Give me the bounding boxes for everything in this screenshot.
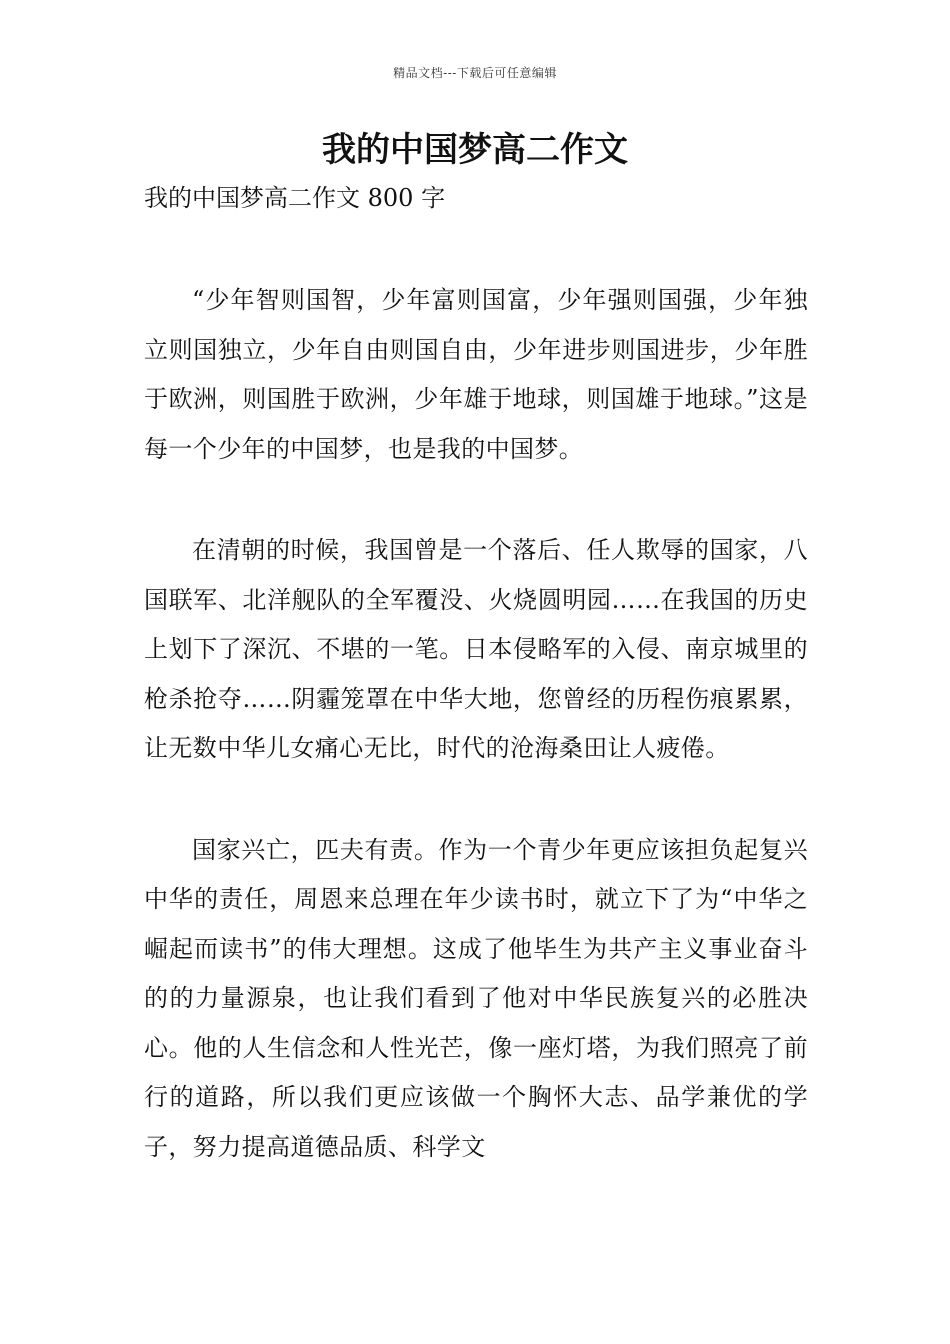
page-title: 我的中国梦高二作文 [322, 130, 628, 170]
paragraph-2: 在清朝的时候，我国曾是一个落后、任人欺辱的国家，八国联军、北洋舰队的全军覆没、火烧圆明园……在我国的历史上划下了深沉、不堪的一笔。日本侵略军的入侵、南京城里的枪杀抢夺……阴霾笼罩在中华大地，您曾经的历程伤痕累累，让无数中华儿女痛心无比，时代的沧海桑田让人疲倦。 [144, 536, 808, 762]
document-subtitle: 我的中国梦高二作文 800 字 [144, 184, 446, 212]
paragraph-3: 国家兴亡，匹夫有责。作为一个青少年更应该担负起复兴中华的责任，周恩来总理在年少读书时，就立下了为“中华之崛起而读书”的伟大理想。这成了他毕生为共产主义事业奋斗的的力量源泉，也让我们看到了他对中华民族复兴的必胜决心。他的人生信念和人性光芒，像一座灯塔，为我们照亮了前行的道路，所以我们更应该做一个胸怀大志、品学兼优的学子，努力提高道德品质、科学文 [144, 835, 808, 1161]
document-body [144, 276, 808, 1224]
header-note: 精品文档---下载后可任意编辑 [393, 66, 557, 80]
paragraph-1: “少年智则国智，少年富则国富，少年强则国强，少年独立则国独立，少年自由则国自由，少年进步则国进步，少年胜于欧洲，则国胜于欧洲，少年雄于地球，则国雄于地球。”这是每一个少年的中国梦，也是我的中国梦。 [144, 286, 808, 463]
